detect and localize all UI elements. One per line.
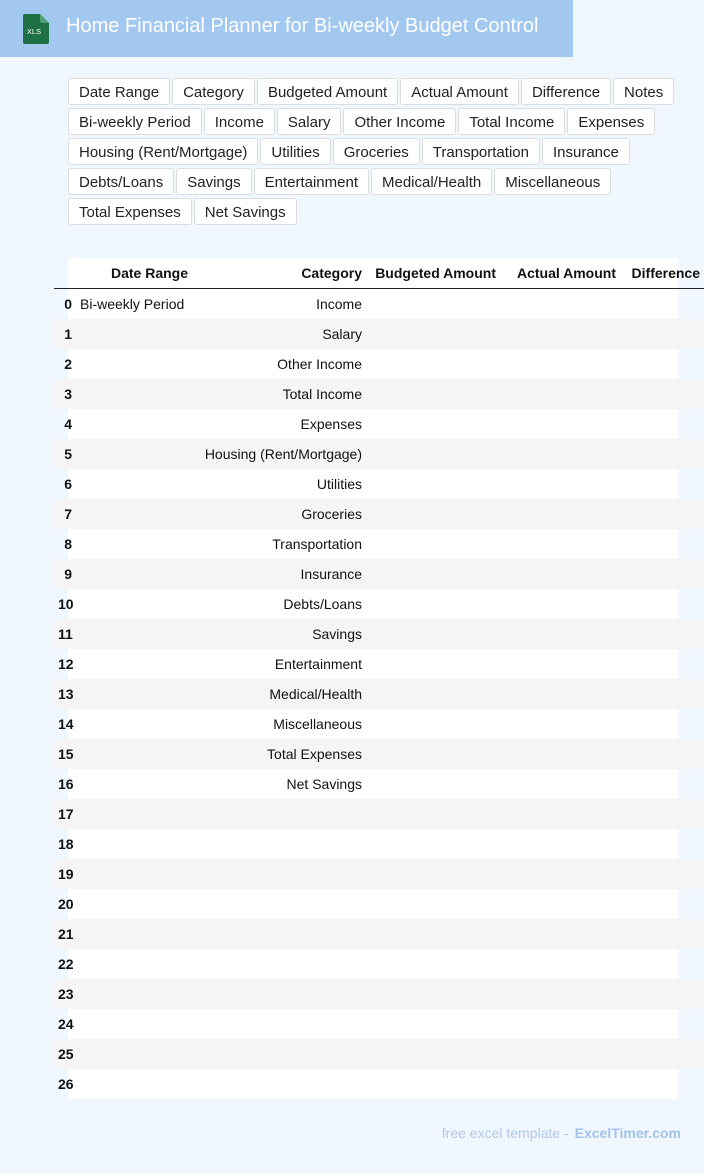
actual-amount-cell bbox=[500, 739, 620, 769]
date-range-cell bbox=[74, 679, 192, 709]
column-tag-chip[interactable]: Total Income bbox=[458, 108, 565, 135]
date-range-cell bbox=[74, 769, 192, 799]
difference-cell bbox=[620, 859, 704, 889]
table-row bbox=[54, 799, 704, 829]
table-row bbox=[54, 469, 704, 499]
difference-cell bbox=[620, 739, 704, 769]
budgeted-amount-cell bbox=[366, 949, 500, 979]
budgeted-amount-cell bbox=[366, 469, 500, 499]
table-row bbox=[54, 769, 704, 799]
column-tag-chip[interactable]: Groceries bbox=[333, 138, 420, 165]
date-range-cell: Bi-weekly Period bbox=[80, 296, 185, 312]
date-range-cell bbox=[74, 1009, 192, 1039]
category-cell: Entertainment bbox=[274, 656, 362, 672]
actual-amount-cell bbox=[500, 289, 620, 320]
budgeted-amount-cell bbox=[366, 859, 500, 889]
column-tag-chip[interactable]: Miscellaneous bbox=[494, 168, 611, 195]
row-index: 2 bbox=[64, 356, 72, 372]
column-tag-chip[interactable]: Transportation bbox=[422, 138, 540, 165]
table-row bbox=[54, 739, 704, 769]
actual-amount-cell bbox=[500, 979, 620, 1009]
actual-amount-cell bbox=[500, 439, 620, 469]
date-range-cell bbox=[74, 799, 192, 829]
column-tag-chip[interactable]: Savings bbox=[176, 168, 251, 195]
actual-amount-cell bbox=[500, 499, 620, 529]
column-tag-chip[interactable]: Insurance bbox=[542, 138, 630, 165]
difference-cell bbox=[620, 679, 704, 709]
difference-cell bbox=[620, 799, 704, 829]
row-index: 7 bbox=[54, 499, 74, 529]
actual-amount-cell bbox=[500, 379, 620, 409]
column-tag-chip[interactable]: Total Expenses bbox=[68, 198, 192, 225]
title-banner bbox=[0, 0, 573, 57]
difference-cell bbox=[620, 1039, 704, 1069]
category-cell bbox=[192, 889, 366, 919]
date-range-cell bbox=[74, 649, 192, 679]
actual-amount-cell bbox=[500, 319, 620, 349]
difference-cell bbox=[620, 769, 704, 799]
excel-icon-label: XLS bbox=[26, 27, 42, 36]
difference-cell bbox=[620, 649, 704, 679]
difference-cell bbox=[620, 529, 704, 559]
difference-cell bbox=[620, 589, 704, 619]
header-category: Category bbox=[192, 258, 366, 289]
date-range-cell bbox=[74, 589, 192, 619]
budgeted-amount-cell bbox=[366, 409, 500, 439]
column-tag-chip[interactable]: Debts/Loans bbox=[68, 168, 174, 195]
table-row bbox=[54, 709, 704, 739]
category-cell: Total Income bbox=[192, 379, 366, 409]
date-range-cell bbox=[74, 859, 192, 889]
category-cell: Expenses bbox=[300, 416, 362, 432]
date-range-cell bbox=[74, 529, 192, 559]
date-range-cell bbox=[74, 1039, 192, 1069]
difference-cell bbox=[620, 1069, 704, 1099]
category-cell bbox=[192, 829, 366, 859]
budgeted-amount-cell bbox=[366, 739, 500, 769]
budgeted-amount-cell bbox=[366, 349, 500, 379]
table-row bbox=[54, 889, 704, 919]
column-tag-chip[interactable]: Budgeted Amount bbox=[257, 78, 398, 105]
actual-amount-cell bbox=[500, 469, 620, 499]
table-row bbox=[54, 589, 704, 619]
actual-amount-cell bbox=[500, 1039, 620, 1069]
table-row bbox=[54, 979, 704, 1009]
row-index: 1 bbox=[54, 319, 74, 349]
category-cell: Total Expenses bbox=[192, 739, 366, 769]
row-index: 26 bbox=[58, 1076, 74, 1092]
date-range-cell bbox=[74, 319, 192, 349]
category-cell: Transportation bbox=[272, 536, 362, 552]
date-range-cell bbox=[74, 919, 192, 949]
footer-brand-link[interactable]: ExcelTimer.com bbox=[574, 1125, 681, 1141]
table-row bbox=[54, 619, 704, 649]
row-index: 24 bbox=[58, 1016, 74, 1032]
index-header bbox=[54, 258, 74, 289]
header-actual-amount: Actual Amount bbox=[500, 258, 620, 289]
category-cell: Debts/Loans bbox=[283, 596, 362, 612]
row-index: 4 bbox=[64, 416, 72, 432]
budgeted-amount-cell bbox=[366, 589, 500, 619]
page-title: Home Financial Planner for Bi-weekly Budget Control bbox=[66, 15, 539, 37]
difference-cell bbox=[620, 709, 704, 739]
row-index: 14 bbox=[58, 716, 74, 732]
actual-amount-cell bbox=[500, 889, 620, 919]
date-range-cell bbox=[74, 739, 192, 769]
column-tag-chip[interactable]: Notes bbox=[613, 78, 674, 105]
category-cell: Insurance bbox=[192, 559, 366, 589]
budgeted-amount-cell bbox=[366, 379, 500, 409]
table-row bbox=[54, 919, 704, 949]
row-index: 8 bbox=[64, 536, 72, 552]
actual-amount-cell bbox=[500, 559, 620, 589]
date-range-cell bbox=[74, 559, 192, 589]
column-tag-list bbox=[68, 78, 680, 225]
budgeted-amount-cell bbox=[366, 919, 500, 949]
footer-text: free excel template - bbox=[441, 1125, 569, 1141]
difference-cell bbox=[620, 319, 704, 349]
column-tag-chip[interactable]: Actual Amount bbox=[400, 78, 519, 105]
difference-cell bbox=[620, 469, 704, 499]
difference-cell bbox=[620, 559, 704, 589]
difference-cell bbox=[620, 1009, 704, 1039]
table-row bbox=[54, 319, 704, 349]
column-tag-chip[interactable]: Other Income bbox=[343, 108, 456, 135]
difference-cell bbox=[620, 349, 704, 379]
category-cell bbox=[192, 1069, 366, 1099]
column-tag-chip[interactable]: Difference bbox=[521, 78, 611, 105]
row-index: 18 bbox=[58, 836, 74, 852]
budgeted-amount-cell bbox=[366, 289, 500, 320]
actual-amount-cell bbox=[500, 349, 620, 379]
budgeted-amount-cell bbox=[366, 799, 500, 829]
budgeted-amount-cell bbox=[366, 1039, 500, 1069]
column-tag-chip[interactable]: Entertainment bbox=[254, 168, 369, 195]
category-cell: Income bbox=[316, 296, 362, 312]
table-row bbox=[54, 1039, 704, 1069]
header-budgeted-amount: Budgeted Amount bbox=[366, 258, 500, 289]
budgeted-amount-cell bbox=[366, 529, 500, 559]
row-index: 15 bbox=[54, 739, 74, 769]
table-header-row bbox=[54, 258, 704, 289]
header-difference: Difference bbox=[620, 258, 704, 289]
table-row bbox=[54, 529, 704, 559]
difference-cell bbox=[620, 949, 704, 979]
row-index: 17 bbox=[54, 799, 74, 829]
category-cell: Salary bbox=[192, 319, 366, 349]
category-cell: Net Savings bbox=[286, 776, 362, 792]
actual-amount-cell bbox=[500, 589, 620, 619]
row-index: 6 bbox=[64, 476, 72, 492]
category-cell: Medical/Health bbox=[192, 679, 366, 709]
table-row bbox=[54, 499, 704, 529]
budgeted-amount-cell bbox=[366, 829, 500, 859]
table-row bbox=[54, 949, 704, 979]
row-index: 23 bbox=[54, 979, 74, 1009]
row-index: 20 bbox=[58, 896, 74, 912]
budgeted-amount-cell bbox=[366, 709, 500, 739]
table-row bbox=[54, 679, 704, 709]
header-date-range: Date Range bbox=[74, 258, 192, 289]
budgeted-amount-cell bbox=[366, 1009, 500, 1039]
actual-amount-cell bbox=[500, 919, 620, 949]
category-cell: Groceries bbox=[192, 499, 366, 529]
column-tag-chip[interactable]: Expenses bbox=[567, 108, 655, 135]
date-range-cell bbox=[74, 1069, 192, 1099]
column-tag-chip[interactable]: Income bbox=[204, 108, 275, 135]
category-cell bbox=[192, 1039, 366, 1069]
category-cell: Housing (Rent/Mortgage) bbox=[192, 439, 366, 469]
category-cell bbox=[192, 859, 366, 889]
category-cell bbox=[192, 979, 366, 1009]
date-range-cell bbox=[74, 409, 192, 439]
column-tag-chip[interactable]: Utilities bbox=[260, 138, 330, 165]
budgeted-amount-cell bbox=[366, 319, 500, 349]
row-index: 21 bbox=[54, 919, 74, 949]
date-range-cell bbox=[74, 979, 192, 1009]
row-index: 12 bbox=[58, 656, 74, 672]
footer-credit bbox=[442, 1125, 681, 1141]
budgeted-amount-cell bbox=[366, 1069, 500, 1099]
table-row bbox=[54, 289, 704, 320]
column-tag-chip[interactable]: Bi-weekly Period bbox=[68, 108, 202, 135]
date-range-cell bbox=[74, 439, 192, 469]
difference-cell bbox=[620, 499, 704, 529]
date-range-cell bbox=[74, 499, 192, 529]
budgeted-amount-cell bbox=[366, 679, 500, 709]
budgeted-amount-cell bbox=[366, 499, 500, 529]
row-index: 5 bbox=[54, 439, 74, 469]
budgeted-amount-cell bbox=[366, 769, 500, 799]
date-range-cell bbox=[74, 889, 192, 919]
budgeted-amount-cell bbox=[366, 889, 500, 919]
row-index: 11 bbox=[54, 619, 74, 649]
table-row bbox=[54, 559, 704, 589]
difference-cell bbox=[620, 289, 704, 320]
excel-file-icon bbox=[21, 14, 49, 44]
actual-amount-cell bbox=[500, 829, 620, 859]
budget-table bbox=[58, 258, 700, 1099]
table-row bbox=[54, 859, 704, 889]
table-row bbox=[54, 649, 704, 679]
difference-cell bbox=[620, 829, 704, 859]
date-range-cell bbox=[74, 709, 192, 739]
actual-amount-cell bbox=[500, 409, 620, 439]
difference-cell bbox=[620, 409, 704, 439]
date-range-cell bbox=[74, 949, 192, 979]
budgeted-amount-cell bbox=[366, 559, 500, 589]
actual-amount-cell bbox=[500, 529, 620, 559]
difference-cell bbox=[620, 619, 704, 649]
date-range-cell bbox=[74, 349, 192, 379]
date-range-cell bbox=[74, 619, 192, 649]
category-cell: Utilities bbox=[316, 476, 362, 492]
difference-cell bbox=[620, 919, 704, 949]
actual-amount-cell bbox=[500, 649, 620, 679]
actual-amount-cell bbox=[500, 799, 620, 829]
column-tag-chip[interactable]: Housing (Rent/Mortgage) bbox=[68, 138, 258, 165]
table-row bbox=[54, 349, 704, 379]
table-row bbox=[54, 439, 704, 469]
budgeted-amount-cell bbox=[366, 649, 500, 679]
row-index: 13 bbox=[54, 679, 74, 709]
actual-amount-cell bbox=[500, 1069, 620, 1099]
column-tag-chip[interactable]: Medical/Health bbox=[371, 168, 492, 195]
difference-cell bbox=[620, 439, 704, 469]
difference-cell bbox=[620, 979, 704, 1009]
column-tag-chip[interactable]: Net Savings bbox=[194, 198, 297, 225]
table-row bbox=[54, 1069, 704, 1099]
category-cell: Other Income bbox=[277, 356, 362, 372]
table-row bbox=[54, 1009, 704, 1039]
actual-amount-cell bbox=[500, 859, 620, 889]
budgeted-amount-cell bbox=[366, 979, 500, 1009]
table-row bbox=[54, 379, 704, 409]
row-index: 10 bbox=[58, 596, 74, 612]
category-cell: Miscellaneous bbox=[273, 716, 362, 732]
row-index: 16 bbox=[58, 776, 74, 792]
budgeted-amount-cell bbox=[366, 439, 500, 469]
budgeted-amount-cell bbox=[366, 619, 500, 649]
table-row bbox=[54, 829, 704, 859]
row-index: 9 bbox=[54, 559, 74, 589]
actual-amount-cell bbox=[500, 769, 620, 799]
table-row bbox=[54, 409, 704, 439]
row-index: 0 bbox=[64, 296, 72, 312]
row-index: 3 bbox=[54, 379, 74, 409]
column-tag-chip[interactable]: Salary bbox=[277, 108, 342, 135]
date-range-cell bbox=[74, 379, 192, 409]
row-index: 19 bbox=[54, 859, 74, 889]
category-cell bbox=[192, 919, 366, 949]
category-cell bbox=[192, 1009, 366, 1039]
category-cell bbox=[192, 949, 366, 979]
category-cell: Savings bbox=[192, 619, 366, 649]
column-tag-chip[interactable]: Category bbox=[172, 78, 255, 105]
difference-cell bbox=[620, 889, 704, 919]
row-index: 25 bbox=[54, 1039, 74, 1069]
actual-amount-cell bbox=[500, 619, 620, 649]
date-range-cell bbox=[74, 829, 192, 859]
actual-amount-cell bbox=[500, 709, 620, 739]
date-range-cell bbox=[74, 469, 192, 499]
actual-amount-cell bbox=[500, 949, 620, 979]
column-tag-chip[interactable]: Date Range bbox=[68, 78, 170, 105]
actual-amount-cell bbox=[500, 1009, 620, 1039]
category-cell bbox=[192, 799, 366, 829]
row-index: 22 bbox=[58, 956, 74, 972]
difference-cell bbox=[620, 379, 704, 409]
actual-amount-cell bbox=[500, 679, 620, 709]
